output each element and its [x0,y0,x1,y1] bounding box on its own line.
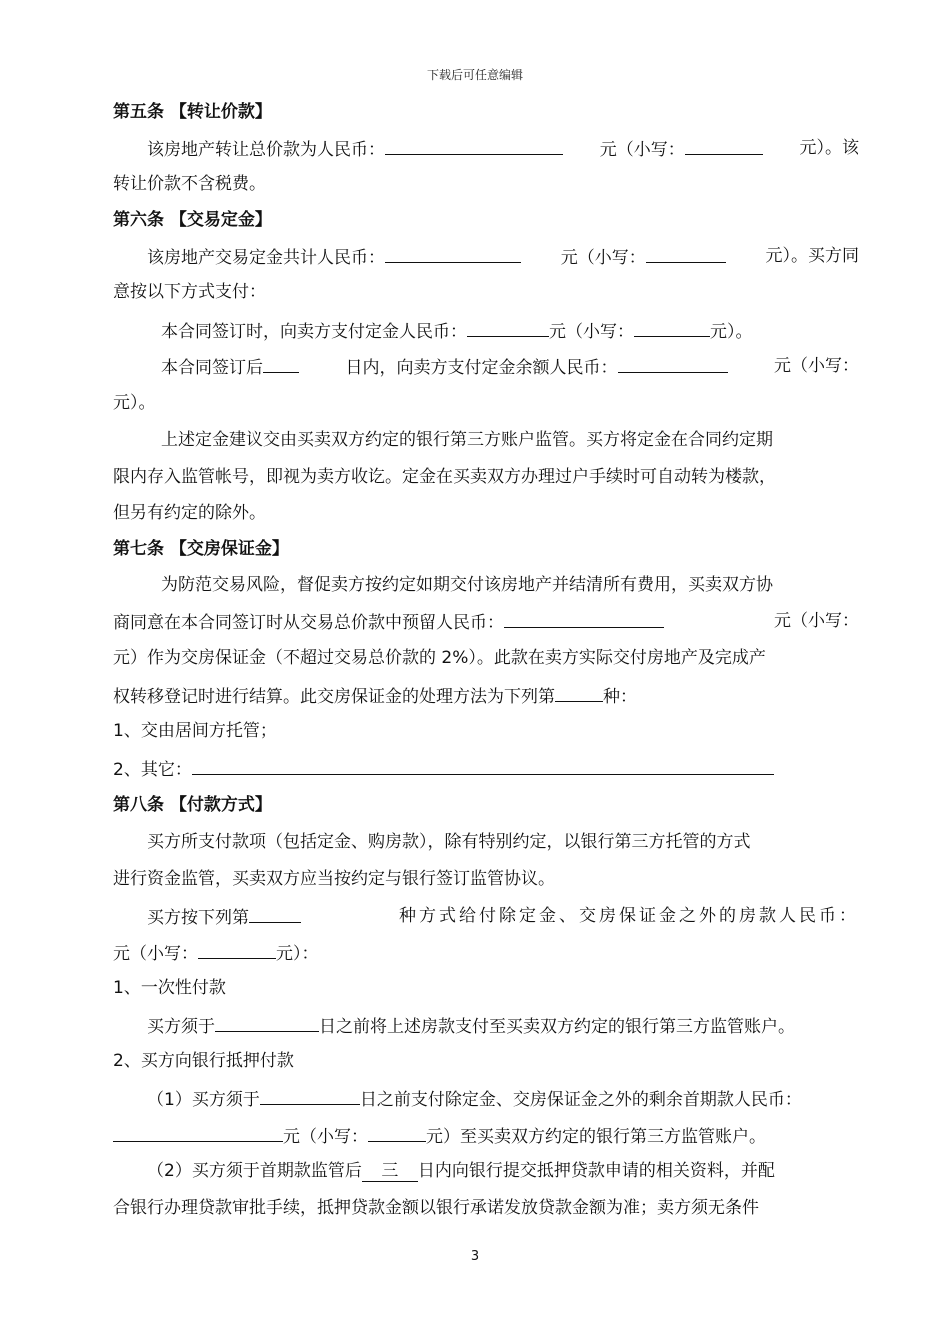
article-6-heading: 第六条 【交易定金】 [113,210,272,230]
paragraph-line: 转让价款不含税费。 [113,174,266,194]
paragraph-line: 进行资金监管，买卖双方应当按约定与银行签订监管协议。 [113,869,555,889]
filled-field[interactable]: 三 [362,1161,418,1182]
blank-field[interactable] [249,904,301,923]
paragraph-line: 但另有约定的除外。 [113,503,266,523]
paragraph-line: 为防范交易风险，督促卖方按约定如期交付该房地产并结清所有费用，买卖双方协 [161,575,773,595]
paragraph-line: 元）。 [113,393,156,413]
article-8-heading: 第八条 【付款方式】 [113,795,272,815]
article-7-heading: 第七条 【交房保证金】 [113,539,289,559]
blank-field[interactable] [646,244,726,263]
paragraph-line: 上述定金建议交由买卖双方约定的银行第三方账户监管。买方将定金在合同约定期 [161,430,773,450]
blank-field[interactable] [368,1123,426,1142]
list-item: 2、买方向银行抵押付款 [113,1051,294,1071]
article-5-heading: 第五条 【转让价款】 [113,102,272,122]
paragraph-line: 限内存入监管帐号，即视为卖方收讫。定金在买卖双方办理过户手续时可自动转为楼款， [113,467,776,487]
paragraph-line: 该房地产转让总价款为人民币： 元（小写： 元）。该 [147,138,859,160]
paragraph-line: 权转移登记时进行结算。此交房保证金的处理方法为下列第 种： [113,683,637,709]
paragraph-line: 元）作为交房保证金（不超过交易总价款的 2%）。此款在卖方实际交付房地产及完成产 [113,648,766,668]
blank-field[interactable] [263,354,299,373]
list-item: 2、其它： [113,756,774,782]
blank-field[interactable] [192,756,774,775]
blank-field[interactable] [113,1123,283,1142]
list-item: 1、一次性付款 [113,978,226,998]
paragraph-line: 元（小写： 元）至买卖双方约定的银行第三方监管账户。 [113,1123,766,1149]
paragraph-line: 该房地产交易定金共计人民币： 元（小写： 元）。买方同 [147,246,859,268]
blank-field[interactable] [260,1086,360,1105]
blank-field[interactable] [198,940,276,959]
blank-field[interactable] [685,136,763,155]
paragraph-line: 本合同签订时，向卖方支付定金人民币： 元（小写： 元）。 [161,318,753,344]
paragraph-line: 意按以下方式支付： [113,282,266,302]
blank-field[interactable] [385,244,521,263]
blank-field[interactable] [504,609,664,628]
paragraph-line: 买方按下列第 种方式给付除定金、交房保证金之外的房款人民币： [147,906,859,928]
blank-field[interactable] [215,1013,319,1032]
blank-field[interactable] [618,354,728,373]
paragraph-line: 元（小写： 元）： [113,940,319,966]
blank-field[interactable] [555,683,603,702]
paragraph-line: 本合同签订后 日内，向卖方支付定金余额人民币： 元（小写： [161,356,859,378]
paragraph-line: 商同意在本合同签订时从交易总价款中预留人民币： 元（小写： [113,611,859,633]
blank-field[interactable] [385,136,563,155]
list-item: 1、交由居间方托管； [113,721,277,741]
page-number: 3 [470,1249,480,1264]
paragraph-line: 买方须于 日之前将上述房款支付至买卖双方约定的银行第三方监管账户。 [147,1013,795,1039]
paragraph-line: （1）买方须于 日之前支付除定金、交房保证金之外的剩余首期款人民币： [147,1086,802,1112]
paragraph-line: 合银行办理贷款审批手续，抵押贷款金额以银行承诺发放贷款金额为准；卖方须无条件 [113,1198,759,1218]
paragraph-line: 买方所支付款项（包括定金、购房款），除有特别约定，以银行第三方托管的方式 [147,832,751,852]
blank-field[interactable] [467,318,549,337]
blank-field[interactable] [634,318,710,337]
paragraph-line: （2）买方须于首期款监管后 三 日内向银行提交抵押贷款申请的相关资料，并配 [147,1161,775,1181]
page-header: 下载后可任意编辑 [426,68,523,82]
